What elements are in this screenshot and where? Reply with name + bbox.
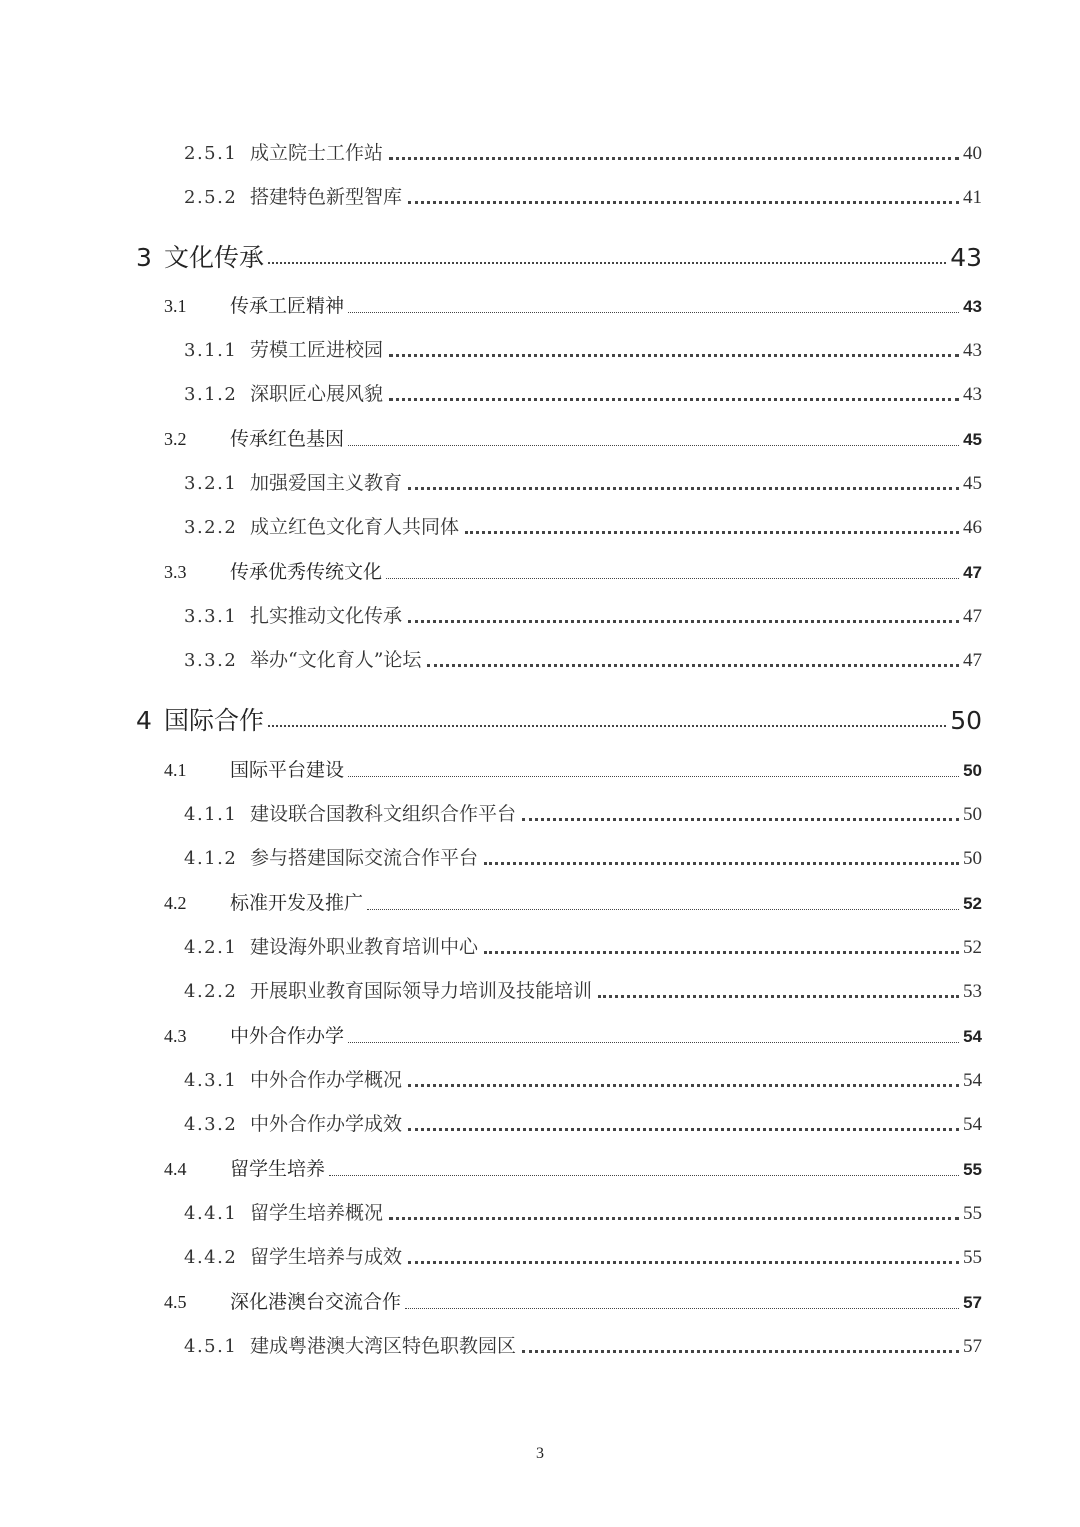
- toc-entry-title: 扎实推动文化传承: [250, 605, 403, 627]
- toc-entry-level-3[interactable]: [184, 335, 982, 363]
- toc-entry-page: 41: [963, 187, 982, 208]
- dot-leader: [408, 201, 959, 204]
- toc-entry-number: 4.5.1: [184, 1336, 238, 1357]
- toc-entry-title: 中外合作办学: [230, 1025, 345, 1047]
- toc-entry-title: 留学生培养与成效: [250, 1246, 403, 1268]
- toc-entry-number: 4.1.2: [184, 848, 238, 869]
- toc-entry-level-3[interactable]: [184, 1198, 982, 1226]
- toc-entry-page: 54: [963, 1027, 982, 1046]
- toc-entry-level-1[interactable]: [136, 238, 982, 272]
- toc-entry-number: 4.4.2: [184, 1247, 238, 1268]
- dot-leader: [484, 951, 959, 954]
- toc-entry-page: 43: [963, 340, 982, 361]
- toc-entry-level-3[interactable]: [184, 182, 982, 210]
- toc-entry-page: 52: [963, 894, 982, 913]
- toc-entry-level-3[interactable]: [184, 1109, 982, 1137]
- toc-entry-level-2[interactable]: [164, 1154, 982, 1182]
- dot-leader: [348, 312, 959, 313]
- toc-entry-page: 50: [963, 804, 982, 825]
- toc-entry-level-2[interactable]: [164, 888, 982, 916]
- toc-entry-number: 4.3: [164, 1026, 187, 1046]
- dot-leader: [389, 1217, 959, 1220]
- toc-entry-level-2[interactable]: [164, 291, 982, 319]
- toc-entry-level-3[interactable]: [184, 799, 982, 827]
- toc-entry-level-3[interactable]: [184, 645, 982, 673]
- toc-entry-page: 45: [963, 473, 982, 494]
- dot-leader: [386, 578, 959, 579]
- toc-entry-title: 成立院士工作站: [250, 142, 384, 164]
- toc-entry-number: 3: [136, 243, 152, 272]
- dot-leader: [348, 1042, 959, 1043]
- toc-entry-page: 43: [950, 243, 982, 272]
- toc-entry-title: 成立红色文化育人共同体: [250, 516, 460, 538]
- toc-entry-page: 43: [963, 297, 982, 316]
- toc-entry-title: 深职匠心展风貌: [250, 383, 384, 405]
- dot-leader: [268, 262, 946, 264]
- toc-entry-title: 加强爱国主义教育: [250, 472, 403, 494]
- toc-entry-number: 4.4.1: [184, 1203, 238, 1224]
- toc-entry-number: 4.2.2: [184, 981, 238, 1002]
- toc-entry-number: 2.5.1: [184, 143, 238, 164]
- dot-leader: [427, 664, 959, 667]
- toc-entry-number: 3.1.2: [184, 384, 238, 405]
- toc-entry-title: 中外合作办学成效: [250, 1113, 403, 1135]
- toc-entry-number: 4.5: [164, 1292, 187, 1312]
- toc-entry-page: 47: [963, 606, 982, 627]
- toc-entry-level-2[interactable]: [164, 1287, 982, 1315]
- dot-leader: [408, 1128, 959, 1131]
- dot-leader: [408, 1261, 959, 1264]
- toc-entry-page: 50: [963, 848, 982, 869]
- dot-leader: [348, 776, 959, 777]
- dot-leader: [389, 354, 959, 357]
- toc-entry-level-3[interactable]: [184, 843, 982, 871]
- toc-entry-title: 中外合作办学概况: [250, 1069, 403, 1091]
- toc-entry-level-3[interactable]: [184, 1065, 982, 1093]
- dot-leader: [268, 725, 946, 727]
- toc-entry-level-3[interactable]: [184, 379, 982, 407]
- toc-entry-page: 53: [963, 981, 982, 1002]
- toc-entry-title: 搭建特色新型智库: [250, 186, 403, 208]
- toc-entry-level-2[interactable]: [164, 1021, 982, 1049]
- toc-entry-page: 50: [950, 706, 982, 735]
- toc-entry-title: 传承工匠精神: [230, 295, 345, 317]
- toc-entry-title: 建设联合国教科文组织合作平台: [250, 803, 517, 825]
- dot-leader: [522, 1350, 959, 1353]
- dot-leader: [408, 1084, 959, 1087]
- toc-entry-title: 建成粤港澳大湾区特色职教园区: [250, 1335, 517, 1357]
- toc-entry-number: 4.3.1: [184, 1070, 238, 1091]
- toc-entry-level-2[interactable]: [164, 557, 982, 585]
- toc-entry-title: 标准开发及推广: [230, 892, 364, 914]
- dot-leader: [484, 862, 959, 865]
- toc-entry-level-2[interactable]: [164, 424, 982, 452]
- dot-leader: [367, 909, 959, 910]
- toc-entry-number: 3.3: [164, 562, 187, 582]
- toc-entry-title: 传承红色基因: [230, 428, 345, 450]
- toc-entry-number: 4.1.1: [184, 804, 238, 825]
- toc-entry-title: 深化港澳台交流合作: [230, 1291, 402, 1313]
- toc-entry-number: 4.3.2: [184, 1114, 238, 1135]
- toc-entry-title: 传承优秀传统文化: [230, 561, 383, 583]
- toc-entry-page: 52: [963, 937, 982, 958]
- toc-entry-page: 43: [963, 384, 982, 405]
- toc-entry-title: 留学生培养概况: [250, 1202, 384, 1224]
- dot-leader: [389, 157, 959, 160]
- dot-leader: [598, 995, 959, 998]
- toc-entry-level-3[interactable]: [184, 1242, 982, 1270]
- toc-entry-level-3[interactable]: [184, 1331, 982, 1359]
- toc-entry-number: 3.2.1: [184, 473, 238, 494]
- toc-entry-title: 建设海外职业教育培训中心: [250, 936, 479, 958]
- dot-leader: [405, 1308, 959, 1309]
- toc-entry-page: 57: [963, 1293, 982, 1312]
- toc-entry-number: 3.1: [164, 296, 187, 316]
- toc-entry-page: 55: [963, 1203, 982, 1224]
- toc-entry-level-2[interactable]: [164, 755, 982, 783]
- toc-entry-title: 留学生培养: [230, 1158, 326, 1180]
- toc-entry-title: 参与搭建国际交流合作平台: [250, 847, 479, 869]
- toc-entry-level-3[interactable]: [184, 468, 982, 496]
- toc-entry-title: 文化传承: [164, 243, 265, 272]
- toc-entry-number: 4.2.1: [184, 937, 238, 958]
- toc-entry-page: 47: [963, 650, 982, 671]
- toc-entry-page: 45: [963, 430, 982, 449]
- toc-entry-number: 4.4: [164, 1159, 187, 1179]
- toc-entry-number: 4.1: [164, 760, 187, 780]
- toc-entry-title: 国际合作: [164, 706, 265, 735]
- dot-leader: [329, 1175, 959, 1176]
- toc-entry-page: 57: [963, 1336, 982, 1357]
- toc-entry-number: 4: [136, 706, 152, 735]
- toc-entry-level-3[interactable]: [184, 138, 982, 166]
- toc-entry-number: 3.3.1: [184, 606, 238, 627]
- toc-entry-page: 54: [963, 1114, 982, 1135]
- dot-leader: [465, 531, 959, 534]
- toc-entry-level-3[interactable]: [184, 601, 982, 629]
- toc-entry-title: 国际平台建设: [230, 759, 345, 781]
- toc-entry-number: 3.2: [164, 429, 187, 449]
- toc-entry-number: 4.2: [164, 893, 187, 913]
- dot-leader: [408, 620, 959, 623]
- toc-entry-number: 3.2.2: [184, 517, 238, 538]
- dot-leader: [522, 818, 959, 821]
- dot-leader: [348, 445, 959, 446]
- toc-entry-page: 46: [963, 517, 982, 538]
- toc-entry-level-1[interactable]: [136, 701, 982, 735]
- toc-entry-page: 55: [963, 1247, 982, 1268]
- dot-leader: [408, 487, 959, 490]
- toc-entry-number: 3.1.1: [184, 340, 238, 361]
- page-number: 3: [536, 1445, 544, 1462]
- toc-entry-title: 开展职业教育国际领导力培训及技能培训: [250, 980, 593, 1002]
- toc-entry-page: 40: [963, 143, 982, 164]
- toc-entry-title: 劳模工匠进校园: [250, 339, 384, 361]
- toc-entry-page: 55: [963, 1160, 982, 1179]
- toc-entry-title: 举办“文化育人”论坛: [250, 649, 422, 671]
- toc-entry-level-3[interactable]: [184, 932, 982, 960]
- toc-entry-number: 3.3.2: [184, 650, 238, 671]
- toc-entry-level-3[interactable]: [184, 512, 982, 540]
- toc-entry-level-3[interactable]: [184, 976, 982, 1004]
- dot-leader: [389, 398, 959, 401]
- toc-entry-page: 50: [963, 761, 982, 780]
- toc-entry-number: 2.5.2: [184, 187, 238, 208]
- toc-entry-page: 54: [963, 1070, 982, 1091]
- toc-entry-page: 47: [963, 563, 982, 582]
